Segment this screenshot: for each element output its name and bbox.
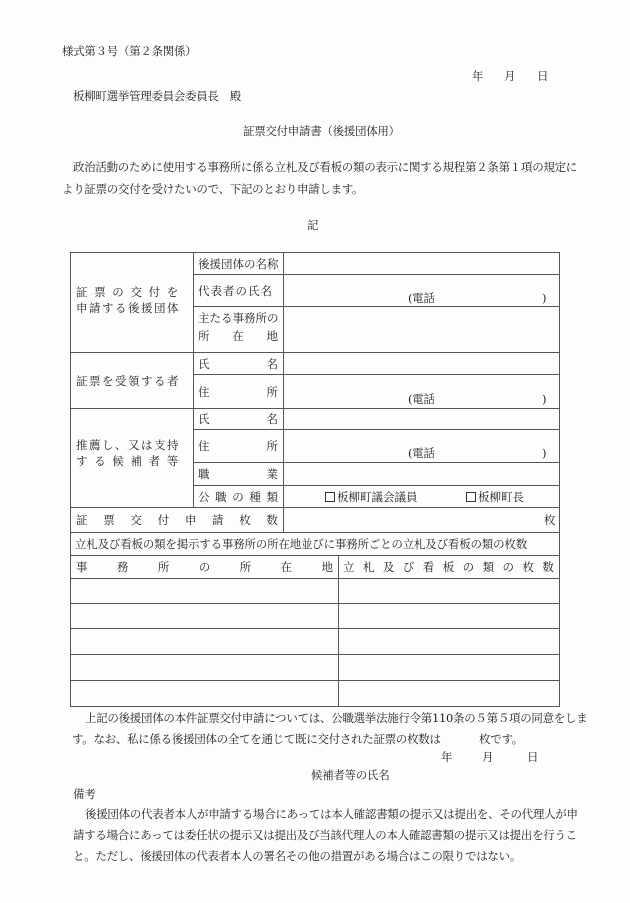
label-org-name: 後援団体の名称 — [198, 256, 279, 271]
consent-line-1: 上記の後援団体の本件証票交付申請については、公職選挙法施行令第110条の５第５項の同意をしま — [85, 711, 588, 725]
consent-line-2a: す。なお、私に係る後援団体の全てを通じて既に交付された証票の枚数は — [72, 732, 441, 746]
office-row-3-count[interactable] — [340, 629, 558, 654]
phone-open: (電話 — [408, 392, 435, 406]
label-main-office-line1: 主たる事務所の — [198, 311, 279, 325]
table-border — [193, 252, 194, 507]
remarks-title: 備考 — [73, 787, 96, 801]
table-border — [559, 252, 560, 707]
col-header-location: 事 務 所 の 所 在 地 — [76, 560, 333, 574]
label-main-office — [198, 309, 278, 345]
candidate-address-field[interactable] — [284, 430, 559, 462]
document-title: 証票交付申請書（後援団体用） — [243, 124, 400, 138]
ki-label: 記 — [307, 218, 319, 232]
sign-date-month: 月 — [482, 750, 494, 764]
table-border — [70, 706, 560, 707]
group3-label-line1: 推薦し、又は支持 — [76, 438, 180, 452]
office-row-4-location[interactable] — [72, 655, 337, 680]
sign-date-day: 日 — [527, 750, 539, 764]
recipient-name-field[interactable] — [284, 353, 559, 374]
col-header-sign-count: 立 札 及 び 看 板 の 類 の 枚 数 — [343, 560, 554, 574]
group1-label-line2: 申請する後援団体 — [76, 301, 180, 315]
office-row-2-count[interactable] — [340, 604, 558, 628]
remarks-line-1: 後援団体の代表者本人が申請する場合にあっては本人確認書類の提示又は提出を、その代理人が申 — [85, 807, 578, 821]
ticket-count-unit: 枚 — [544, 513, 556, 527]
label-office-type: 公 職 の 種 類 — [198, 489, 278, 504]
table-border — [70, 252, 71, 707]
date-day: 日 — [537, 69, 549, 83]
candidate-occupation-field[interactable] — [284, 463, 559, 485]
office-row-1-count[interactable] — [340, 579, 558, 603]
office-row-1-location[interactable] — [72, 579, 337, 603]
recipient-address-field[interactable] — [284, 375, 559, 408]
office-section-header: 立札及び看板の類を掲示する事務所の所在地並びに事務所ごとの立札及び看板の類の枚数 — [75, 537, 527, 551]
addressee: 板柳町選挙管理委員会委員長 殿 — [73, 89, 241, 103]
office-row-5-count[interactable] — [340, 681, 558, 706]
checkbox-icon[interactable] — [325, 492, 335, 502]
org-name-field[interactable] — [284, 253, 559, 274]
group2-label: 証票を受領する者 — [76, 373, 180, 388]
label-candidate-address: 住 所 — [198, 439, 278, 453]
group1-label-line1: 証 票 の 交 付 を — [76, 285, 180, 299]
office-row-2-location[interactable] — [72, 604, 337, 628]
intro-line-1: 政治活動のために使用する事務所に係る立札及び看板の類の表示に関する規程第２条第１項の規定に — [73, 160, 577, 174]
table-border — [338, 555, 339, 707]
label-candidate-name: 氏 名 — [198, 412, 278, 426]
phone-close: ) — [542, 392, 547, 406]
label-recipient-name: 氏 名 — [198, 356, 278, 371]
office-row-5-location[interactable] — [72, 681, 337, 706]
rep-name-field[interactable] — [284, 275, 559, 306]
remarks-line-2: 請する場合にあっては委任状の提示又は提出及び当該代理人の本人確認書類の提示又は提出を行うこ — [73, 828, 577, 842]
group1-label — [76, 284, 180, 316]
phone-close: ) — [542, 291, 547, 305]
candidate-name-label: 候補者等の氏名 — [311, 768, 390, 782]
phone-open: (電話 — [408, 446, 435, 460]
sign-date-year: 年 — [441, 750, 453, 764]
group3-label — [76, 437, 180, 469]
date-year: 年 — [472, 69, 484, 83]
office-row-4-count[interactable] — [340, 655, 558, 680]
office-type-option-mayor[interactable]: 板柳町長 — [466, 486, 524, 507]
form-number: 様式第３号（第２条関係） — [62, 44, 197, 58]
group3-label-line2: す る 候 補 者 等 — [76, 454, 180, 468]
ticket-count-field[interactable] — [284, 508, 559, 532]
consent-line-2b: 枚です。 — [479, 732, 523, 746]
label-main-office-line2: 所 在 地 — [198, 329, 278, 343]
label-recipient-address: 住 所 — [198, 384, 278, 399]
label-rep-name: 代表者の氏名 — [198, 283, 273, 298]
office-type-option-council[interactable]: 板柳町議会議員 — [325, 486, 418, 507]
main-office-field[interactable] — [284, 307, 559, 352]
intro-line-2: より証票の交付を受けたいので、下記のとおり申請します。 — [62, 182, 364, 196]
remarks-line-3: と。ただし、後援団体の代表者本人の署名その他の措置がある場合はこの限りではない。 — [73, 849, 521, 863]
phone-open: (電話 — [408, 291, 435, 305]
phone-close: ) — [542, 446, 547, 460]
label-candidate-occupation: 職 業 — [198, 467, 278, 481]
checkbox-icon[interactable] — [466, 492, 476, 502]
date-month: 月 — [504, 69, 516, 83]
candidate-name-field[interactable] — [284, 409, 559, 429]
office-row-3-location[interactable] — [72, 629, 337, 654]
label-ticket-count: 証 票 交 付 申 請 枚 数 — [76, 513, 278, 527]
